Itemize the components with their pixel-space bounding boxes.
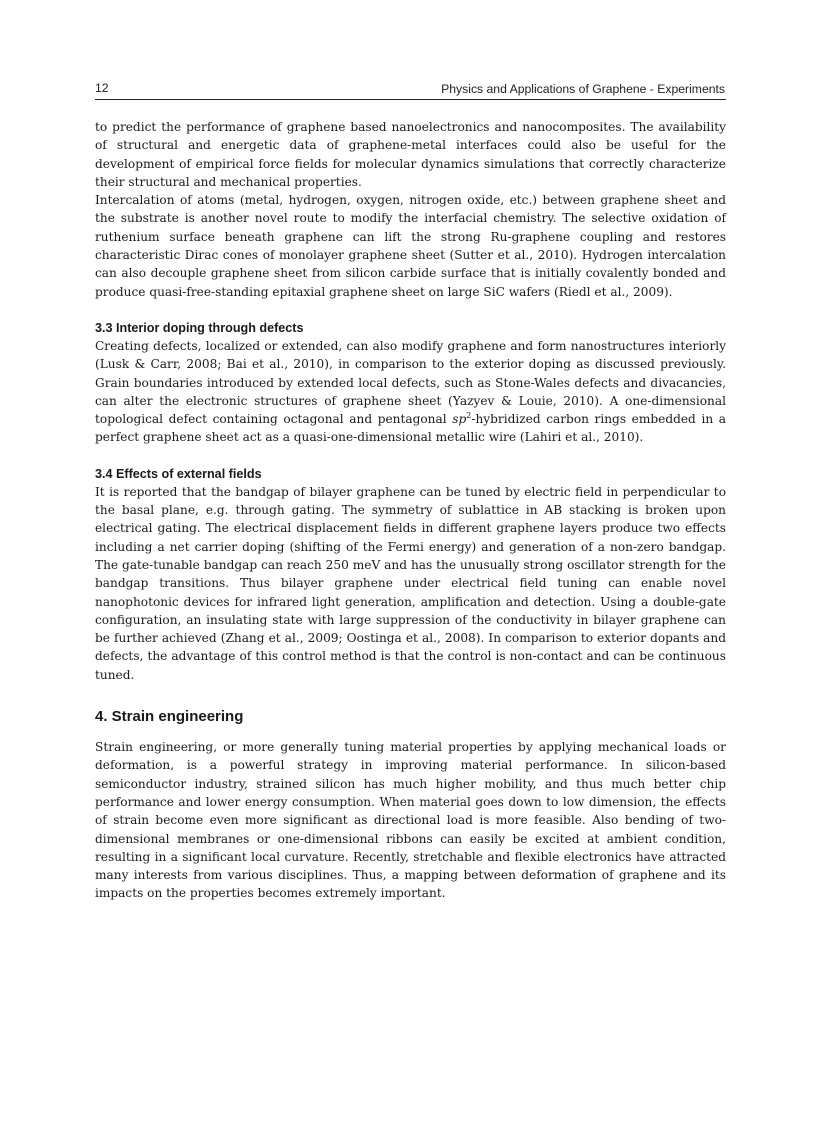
document-page (95, 79, 726, 903)
section-heading-external-fields: 3.4 Effects of external fields (95, 466, 262, 481)
interior-doping-text-start: Creating defects, localized or extended, can also modify graphene and form nanostructures interiorly (Lusk & Carr, 2008; Bai et al., 2010), in comparison to the exterior doping as discussed previously. Grain boundaries introduced by extended local defects, such as Stone-Wales defects and divacancies, can alter the electronic structures of graphene sheet (Yazyev & Louie, 2010). A one-dimensional topological defect containing octagonal and pentagonal (95, 338, 726, 427)
interior-doping-text-end: -hybridized carbon rings embedded in a perfect graphene sheet act as a quasi-one-dimensional metallic wire (Lahiri et al., 2010). (95, 412, 726, 445)
body-text (95, 118, 726, 903)
running-header (95, 79, 726, 100)
paragraph-external-fields: It is reported that the bandgap of bilayer graphene can be tuned by electric field in perpendicular to the basal plane, e.g. through gating. The symmetry of sublattice in AB stacking is broken upon electrical gating. The electrical displacement fields in different graphene layers produce two effects including a net carrier doping (shifting of the Fermi energy) and generation of a non-zero bandgap. The gate-tunable bandgap can reach 250 meV and has the unusually strong oscillator strength for the bandgap transitions. Thus bilayer graphene under electrical field tuning can enable novel nanophotonic devices for infrared light generation, amplification and detection. Using a double-gate configuration, an insulating state with large suppression of the conductivity in bilayer graphene can be further achieved (Zhang et al., 2009; Oostinga et al., 2008). In comparison to exterior dopants and defects, the advantage of this control method is that the control is non-contact and can be continuous tuned. (95, 484, 726, 682)
paragraph-intercalation: Intercalation of atoms (metal, hydrogen, oxygen, nitrogen oxide, etc.) between graphene sheet and the substrate is another novel route to modify the interfacial chemistry. The selective oxidation of ruthenium surface beneath graphene can lift the strong Ru-graphene coupling and restores characteristic Dirac cones of monolayer graphene sheet (Sutter et al., 2010). Hydrogen intercalation can also decouple graphene sheet from silicon carbide surface that is initially covalently bonded and produce quasi-free-standing epitaxial graphene sheet on large SiC wafers (Riedl et al., 2009). (95, 193, 726, 299)
paragraph-interfaces: to predict the performance of graphene based nanoelectronics and nanocomposites. The availability of structural and energetic data of graphene-metal interfaces could also be useful for the development of empirical force fields for molecular dynamics simulations that correctly characterize their structural and mechanical properties. (95, 120, 726, 189)
section-heading-interior-doping: 3.3 Interior doping through defects (95, 320, 304, 335)
paragraph-strain-engineering: Strain engineering, or more generally tuning material properties by applying mechanical loads or deformation, is a powerful strategy in improving material performance. In silicon-based semiconductor industry, strained silicon has much higher mobility, and thus much better chip performance and lower energy consumption. When material goes down to low dimension, the effects of strain become even more significant as directional load is more feasible. Also bending of two-dimensional membranes or one-dimensional ribbons can easily be excited at ambient condition, resulting in a significant local curvature. Recently, stretchable and flexible electronics have attracted many interests from various disciplines. Thus, a mapping between deformation of graphene and its impacts on the properties becomes extremely important. (95, 740, 726, 901)
sp-term: sp (452, 412, 467, 427)
paragraph-interior-doping (95, 337, 726, 447)
page-number: 12 (95, 81, 109, 95)
book-title: Physics and Applications of Graphene - Experiments (441, 82, 725, 96)
section-heading-strain-engineering: 4. Strain engineering (95, 708, 244, 726)
sp-superscript: 2 (466, 411, 472, 421)
